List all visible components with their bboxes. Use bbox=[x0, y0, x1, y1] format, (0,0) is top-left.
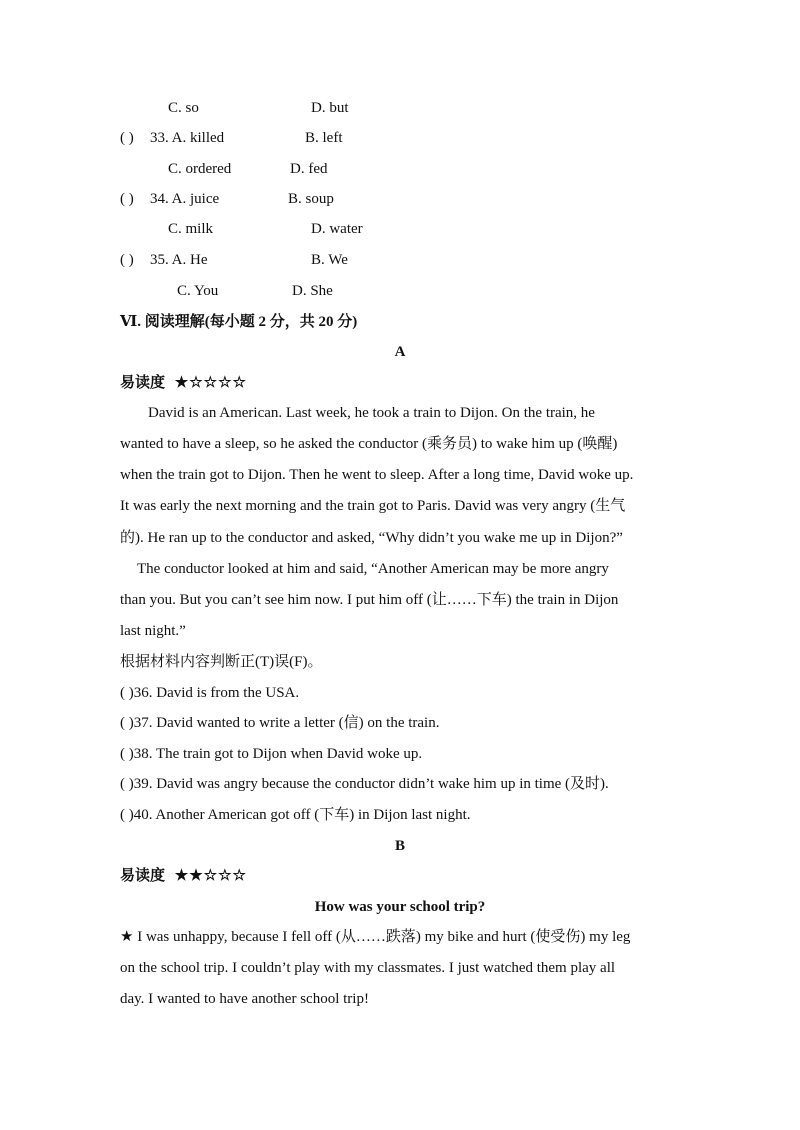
tf-question: ( )36. David is from the USA. bbox=[120, 685, 300, 701]
passage-a-line: It was early the next morning and the train got to Paris. David was very angry (生气 bbox=[120, 498, 626, 514]
difficulty-label: 易读度 bbox=[120, 375, 166, 391]
q35-answer-blank: ( ) bbox=[120, 252, 134, 268]
passage-a-label: A bbox=[394, 344, 406, 360]
passage-b-line: on the school trip. I couldn’t play with my classmates. I just watched them play all bbox=[120, 960, 616, 976]
q35-option-d: D. She bbox=[292, 283, 333, 299]
tf-question: ( )37. David wanted to write a letter (信) on the train. bbox=[120, 715, 440, 731]
difficulty-stars-icon: ★☆☆☆☆ bbox=[174, 375, 248, 391]
q35-option-b: B. We bbox=[311, 252, 348, 268]
q35-option-a: 35. A. He bbox=[150, 252, 208, 268]
difficulty-stars-icon: ★★☆☆☆ bbox=[174, 868, 248, 884]
difficulty-label: 易读度 bbox=[120, 868, 166, 884]
q35-option-c: C. You bbox=[177, 283, 219, 299]
q33-answer-blank: ( ) bbox=[120, 130, 134, 146]
tf-question: ( )39. David was angry because the conductor didn’t wake him up in time (及时). bbox=[120, 776, 609, 792]
passage-b-label: B bbox=[394, 838, 405, 854]
q34-option-b: B. soup bbox=[288, 191, 334, 207]
q34-option-a: 34. A. juice bbox=[150, 191, 220, 207]
tf-question: ( )40. Another American got off (下车) in Dijon last night. bbox=[120, 807, 471, 823]
passage-a-line: David is an American. Last week, he took a train to Dijon. On the train, he bbox=[148, 405, 595, 421]
difficulty-label-b bbox=[120, 866, 247, 886]
section-heading: Ⅵ. 阅读理解(每小题 2 分，共 20 分) bbox=[120, 314, 358, 330]
q34-option-d: D. water bbox=[311, 221, 363, 237]
true-false-instruction: 根据材料内容判断正(T)误(F)。 bbox=[120, 654, 323, 670]
q33-option-b: B. left bbox=[305, 130, 343, 146]
passage-a-line: 的). He ran up to the conductor and asked, “Why didn’t you wake me up in Dijon?” bbox=[120, 530, 623, 546]
difficulty-label-a bbox=[120, 373, 247, 393]
passage-b-line: day. I wanted to have another school trip! bbox=[120, 991, 369, 1007]
passage-a-line: The conductor looked at him and said, “Another American may be more angry bbox=[137, 561, 609, 577]
q33-option-a: 33. A. killed bbox=[150, 130, 225, 146]
q33-option-c: C. ordered bbox=[168, 161, 232, 177]
q32-option-d: D. but bbox=[311, 100, 349, 116]
q34-answer-blank: ( ) bbox=[120, 191, 134, 207]
passage-b-line: ★ I was unhappy, because I fell off (从……跌落) my bike and hurt (使受伤) my leg bbox=[120, 929, 631, 945]
tf-question: ( )38. The train got to Dijon when David woke up. bbox=[120, 746, 423, 762]
q34-option-c: C. milk bbox=[168, 221, 214, 237]
q32-option-c: C. so bbox=[168, 100, 199, 116]
passage-a-line: when the train got to Dijon. Then he went to sleep. After a long time, David woke up. bbox=[120, 467, 634, 483]
passage-a-line: wanted to have a sleep, so he asked the conductor (乘务员) to wake him up (唤醒) bbox=[120, 436, 618, 452]
passage-b-title: How was your school trip? bbox=[314, 899, 486, 915]
passage-a-line: than you. But you can’t see him now. I put him off (让……下车) the train in Dijon bbox=[120, 592, 619, 608]
passage-a-line: last night.” bbox=[120, 623, 186, 639]
q33-option-d: D. fed bbox=[290, 161, 328, 177]
